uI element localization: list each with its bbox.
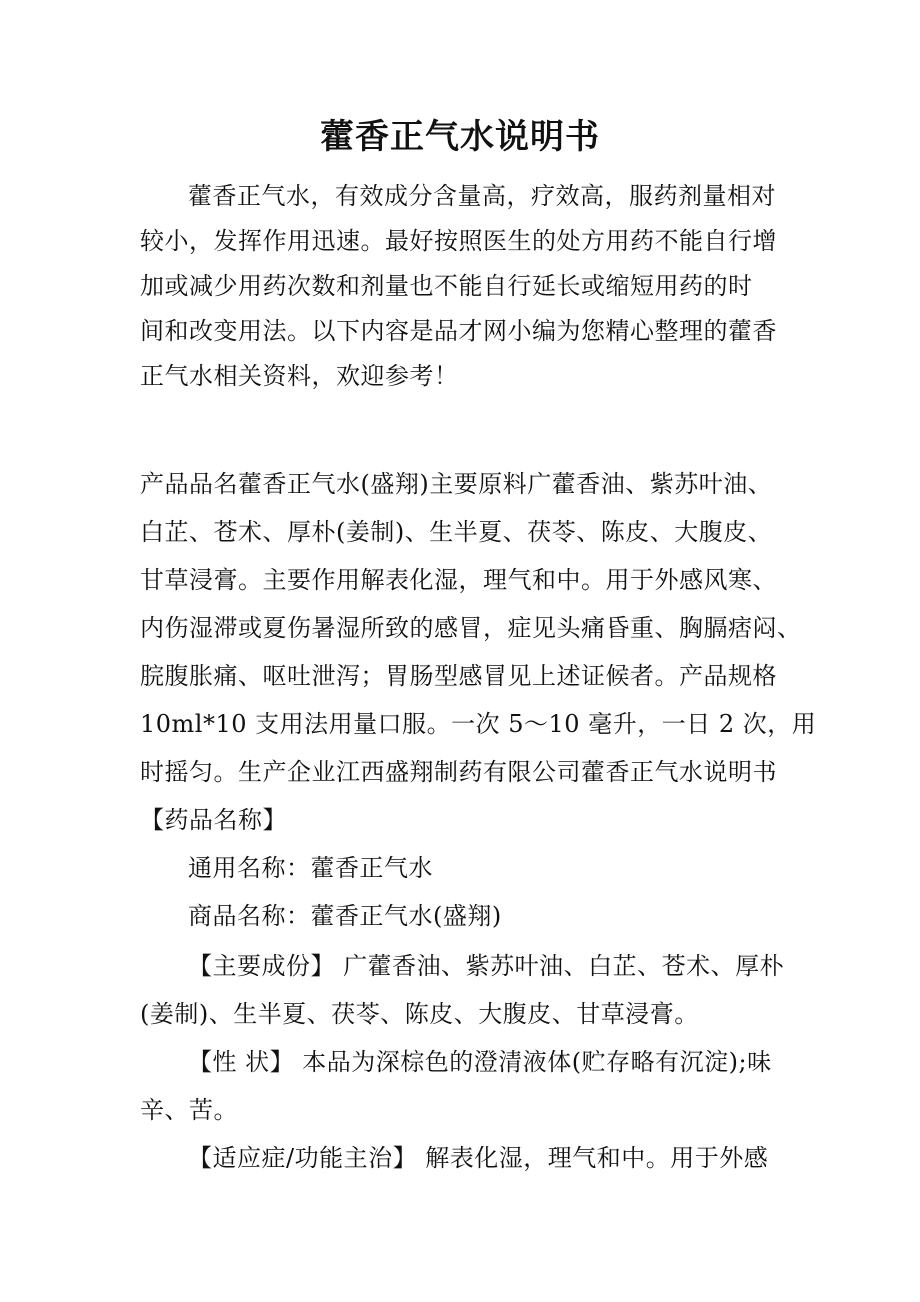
intro-line-2: 较小，发挥作用迅速。最好按照医生的处方用药不能自行增 bbox=[140, 227, 777, 255]
trade-name-line: 商品名称：藿香正气水(盛翔) bbox=[188, 902, 502, 930]
ingredients-line-2: (姜制)、生半夏、茯苓、陈皮、大腹皮、甘草浸膏。 bbox=[140, 1000, 699, 1028]
intro-line-1: 藿香正气水，有效成分含量高，疗效高，服药剂量相对 bbox=[188, 182, 776, 210]
ingredients-line-1: 【主要成份】 广藿香油、紫苏叶油、白芷、苍术、厚朴 bbox=[188, 952, 785, 980]
product-line-3: 甘草浸膏。主要作用解表化湿，理气和中。用于外感风寒、 bbox=[140, 566, 777, 594]
intro-line-3: 加或减少用药次数和剂量也不能自行延长或缩短用药的时 bbox=[140, 272, 753, 300]
product-line-1: 产品品名藿香正气水(盛翔)主要原料广藿香油、紫苏叶油、 bbox=[140, 470, 773, 498]
properties-line-1: 【性 状】 本品为深棕色的澄清液体(贮存略有沉淀);味 bbox=[188, 1048, 772, 1076]
product-line-4: 内伤湿滞或夏伤暑湿所致的感冒，症见头痛昏重、胸膈痞闷、 bbox=[140, 614, 802, 642]
product-line-2: 白芷、苍术、厚朴(姜制)、生半夏、茯苓、陈皮、大腹皮、 bbox=[140, 518, 773, 546]
properties-line-2: 辛、苦。 bbox=[140, 1096, 238, 1124]
document-title: 藿香正气水说明书 bbox=[320, 117, 600, 157]
product-line-6: 10ml*10 支用法用量口服。一次 5～10 毫升，一日 2 次，用 bbox=[140, 710, 817, 738]
indications-line-1: 【适应症/功能主治】 解表化湿，理气和中。用于外感 bbox=[188, 1144, 769, 1172]
intro-line-5: 正气水相关资料，欢迎参考！ bbox=[140, 362, 459, 390]
generic-name-line: 通用名称：藿香正气水 bbox=[188, 854, 433, 882]
intro-line-4: 间和改变用法。以下内容是品才网小编为您精心整理的藿香 bbox=[140, 317, 777, 345]
product-line-7: 时摇匀。生产企业江西盛翔制药有限公司藿香正气水说明书 bbox=[140, 758, 777, 786]
section-heading-drug-name: 【药品名称】 bbox=[140, 806, 287, 834]
product-line-5: 脘腹胀痛、呕吐泄泻；胃肠型感冒见上述证候者。产品规格 bbox=[140, 662, 777, 690]
